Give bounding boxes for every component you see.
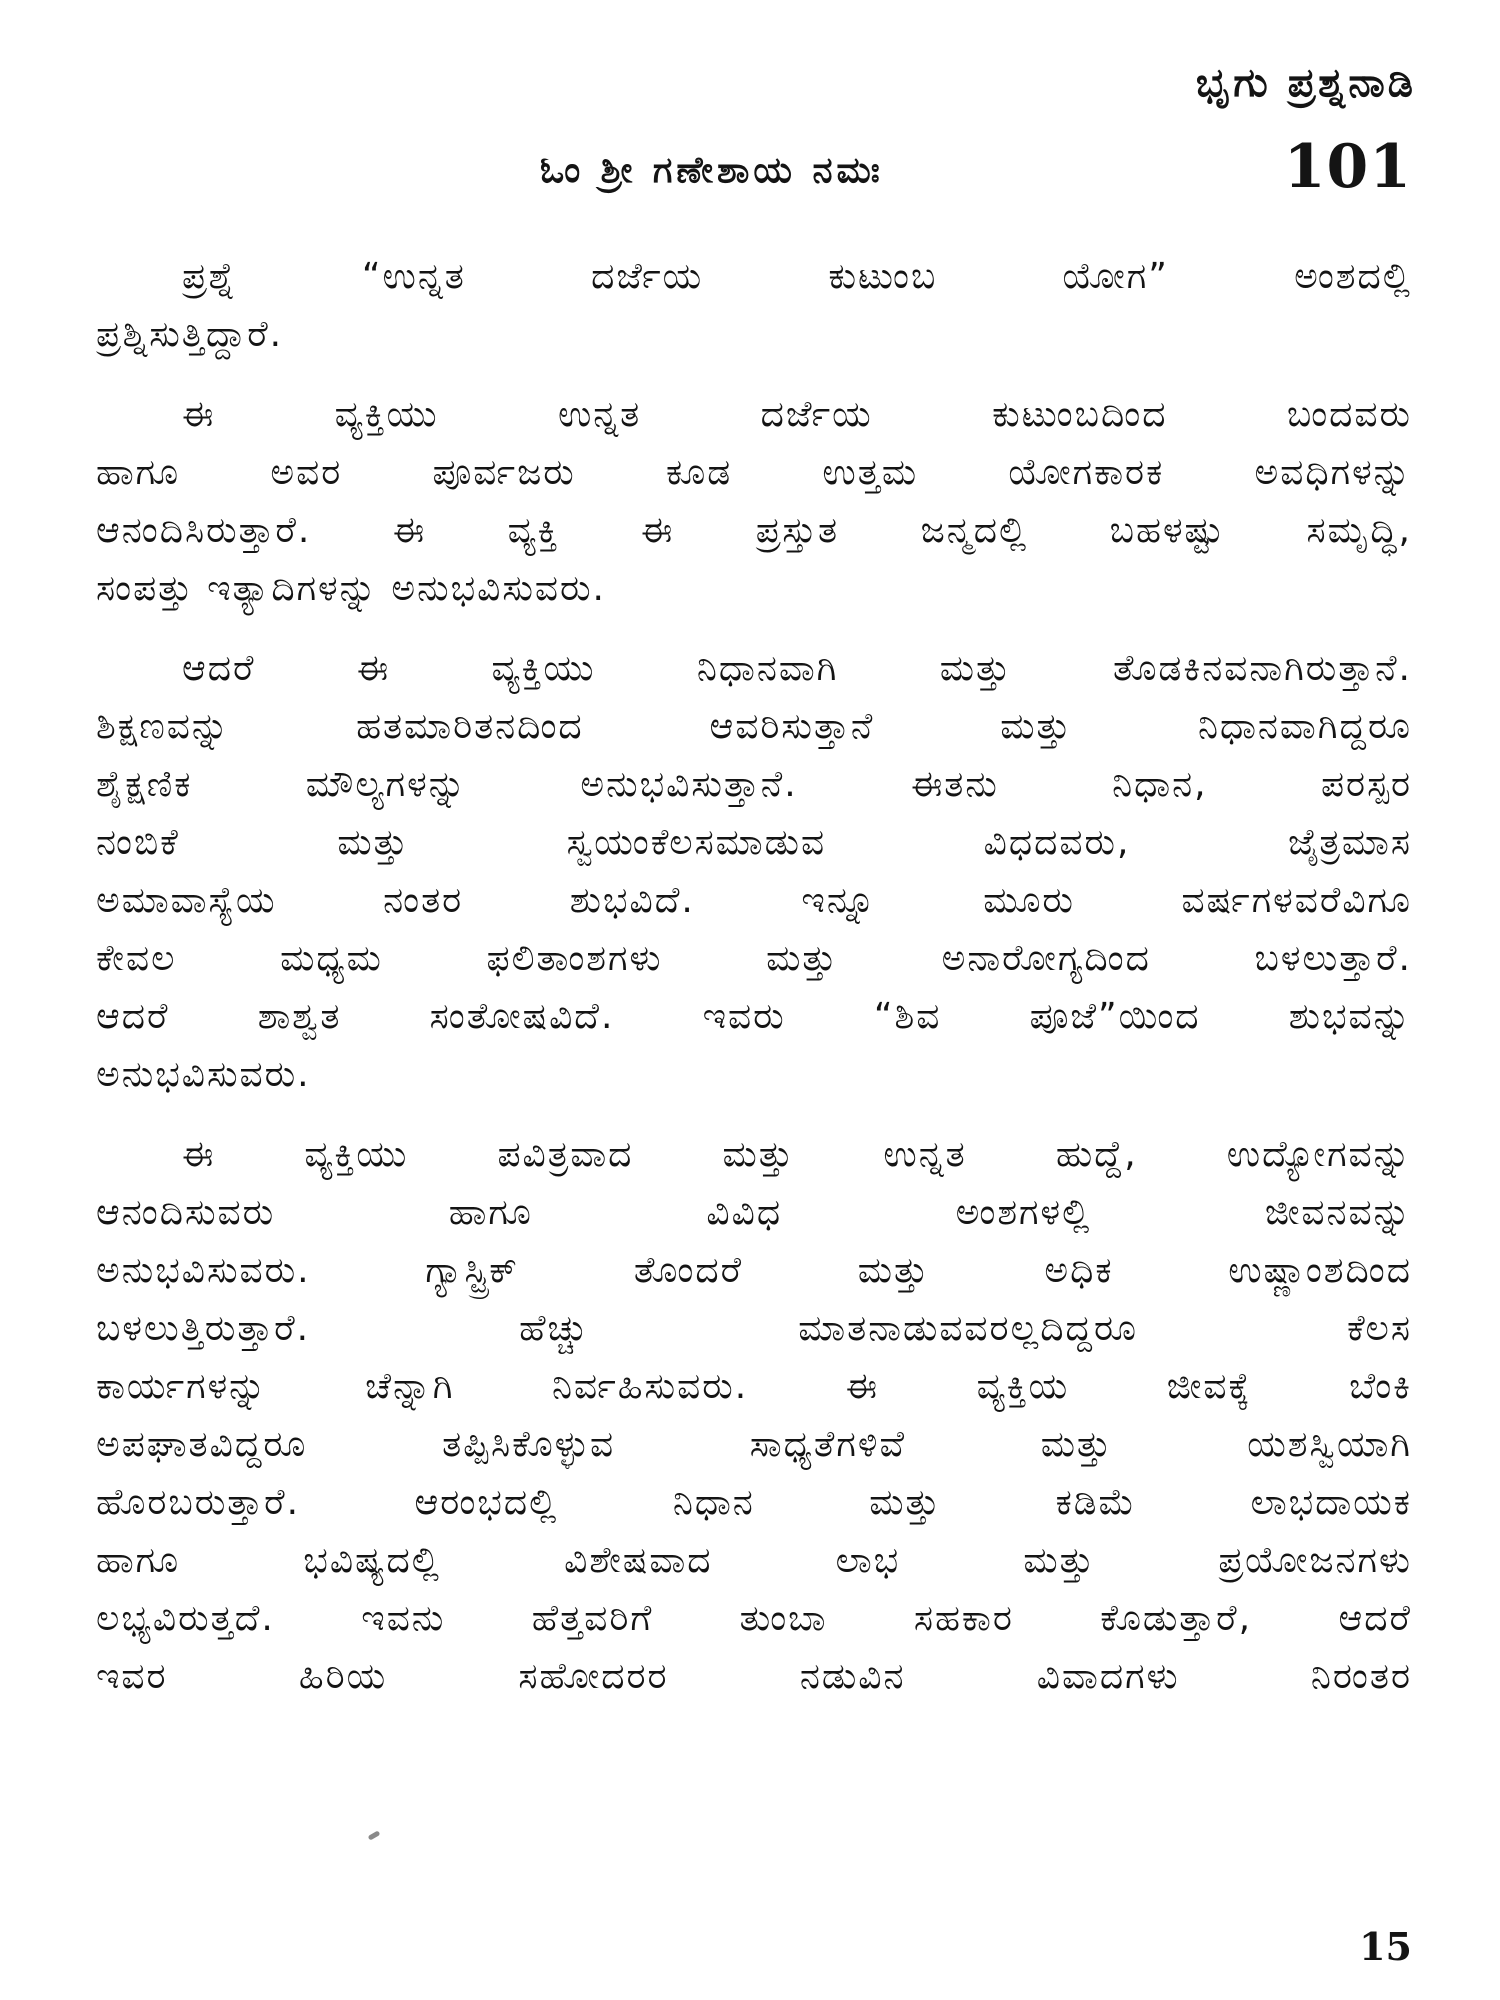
text-line: ಪ್ರಶ್ನಿಸುತ್ತಿದ್ದಾರೆ. [96, 314, 284, 355]
text-line: ಈ ವ್ಯಕ್ತಿಯು ಉನ್ನತ ದರ್ಜೆಯ ಕುಟುಂಬದಿಂದ ಬಂದವರು [182, 394, 1412, 435]
text-line: ಲಭ್ಯವಿರುತ್ತದೆ. ಇವನು ಹೆತ್ತವರಿಗೆ ತುಂಬಾ ಸಹಕಾರ ಕೊಡುತ್ತಾರೆ, ಆದರೆ [96, 1598, 1412, 1639]
text-line: ಆದರೆ ಶಾಶ್ವತ ಸಂತೋಷವಿದೆ. ಇವರು “ಶಿವ ಪೂಜೆ”ಯಿಂದ ಶುಭವನ್ನು [96, 996, 1412, 1037]
text-line: ಹಾಗೂ ಭವಿಷ್ಯದಲ್ಲಿ ವಿಶೇಷವಾದ ಲಾಭ ಮತ್ತು ಪ್ರಯೋಜನಗಳು [96, 1540, 1412, 1581]
text-line: ಶಿಕ್ಷಣವನ್ನು ಹತಮಾರಿತನದಿಂದ ಆವರಿಸುತ್ತಾನೆ ಮತ್ತು ನಿಧಾನವಾಗಿದ್ದರೂ [96, 706, 1412, 747]
text-line: ನಂಬಿಕೆ ಮತ್ತು ಸ್ವಯಂಕೆಲಸಮಾಡುವ ವಿಧದವರು, ಜೈತ್ರಮಾಸ [96, 822, 1412, 863]
text-line: ಕೇವಲ ಮಧ್ಯಮ ಫಲಿತಾಂಶಗಳು ಮತ್ತು ಅನಾರೋಗ್ಯದಿಂದ ಬಳಲುತ್ತಾರೆ. [96, 938, 1412, 979]
paragraph [96, 1126, 1412, 1706]
text-line: ಪ್ರಶ್ನೆ “ಉನ್ನತ ದರ್ಜೆಯ ಕುಟುಂಬ ಯೋಗ” ಅಂಶದಲ್ಲಿ [182, 256, 1412, 297]
body-text [96, 248, 1412, 1728]
text-line: ಅನುಭವಿಸುವರು. ಗ್ಯಾಸ್ಟ್ರಿಕ್ ತೊಂದರೆ ಮತ್ತು ಅಧಿಕ ಉಷ್ಣಾಂಶದಿಂದ [96, 1250, 1412, 1291]
text-line: ಆದರೆ ಈ ವ್ಯಕ್ತಿಯು ನಿಧಾನವಾಗಿ ಮತ್ತು ತೊಡಕಿನವನಾಗಿರುತ್ತಾನೆ. [182, 648, 1412, 689]
paragraph [96, 248, 1412, 364]
page-number: 15 [1359, 1924, 1412, 1969]
text-line: ಕಾರ್ಯಗಳನ್ನು ಚೆನ್ನಾಗಿ ನಿರ್ವಹಿಸುವರು. ಈ ವ್ಯಕ್ತಿಯ ಜೀವಕ್ಕೆ ಬೆಂಕಿ [96, 1366, 1412, 1407]
text-line: ಆನಂದಿಸಿರುತ್ತಾರೆ. ಈ ವ್ಯಕ್ತಿ ಈ ಪ್ರಸ್ತುತ ಜನ್ಮದಲ್ಲಿ ಬಹಳಷ್ಟು ಸಮೃದ್ಧಿ, [96, 510, 1412, 551]
section-number: 101 [1283, 132, 1412, 202]
text-line: ಅಮಾವಾಸ್ಯೆಯ ನಂತರ ಶುಭವಿದೆ. ಇನ್ನೂ ಮೂರು ವರ್ಷಗಳವರೆವಿಗೂ [96, 880, 1412, 921]
text-line: ಬಳಲುತ್ತಿರುತ್ತಾರೆ. ಹೆಚ್ಚು ಮಾತನಾಡುವವರಲ್ಲದಿದ್ದರೂ ಕೆಲಸ [96, 1308, 1412, 1349]
paragraph [96, 386, 1412, 618]
text-line: ಹೊರಬರುತ್ತಾರೆ. ಆರಂಭದಲ್ಲಿ ನಿಧಾನ ಮತ್ತು ಕಡಿಮೆ ಲಾಭದಾಯಕ [96, 1482, 1412, 1523]
text-line: ಸಂಪತ್ತು ಇತ್ಯಾದಿಗಳನ್ನು ಅನುಭವಿಸುವರು. [96, 568, 606, 609]
text-line: ಹಾಗೂ ಅವರ ಪೂರ್ವಜರು ಕೂಡ ಉತ್ತಮ ಯೋಗಕಾರಕ ಅವಧಿಗಳನ್ನು [96, 452, 1412, 493]
book-title: ಭೃಗು ಪ್ರಶ್ನನಾಡಿ [1195, 60, 1416, 106]
text-line: ಶೈಕ್ಷಣಿಕ ಮೌಲ್ಯಗಳನ್ನು ಅನುಭವಿಸುತ್ತಾನೆ. ಈತನು ನಿಧಾನ, ಪರಸ್ಪರ [96, 764, 1412, 805]
text-line: ಆನಂದಿಸುವರು ಹಾಗೂ ವಿವಿಧ ಅಂಶಗಳಲ್ಲಿ ಜೀವನವನ್ನು [96, 1192, 1412, 1233]
scan-speck [368, 1830, 381, 1840]
text-line: ಇವರ ಹಿರಿಯ ಸಹೋದರರ ನಡುವಿನ ವಿವಾದಗಳು ನಿರಂತರ [96, 1656, 1412, 1697]
text-line: ಅನುಭವಿಸುವರು. [96, 1054, 311, 1095]
text-line: ಅಪಘಾತವಿದ್ದರೂ ತಪ್ಪಿಸಿಕೊಳ್ಳುವ ಸಾಧ್ಯತೆಗಳಿವೆ ಮತ್ತು ಯಶಸ್ವಿಯಾಗಿ [96, 1424, 1412, 1465]
text-line: ಈ ವ್ಯಕ್ತಿಯು ಪವಿತ್ರವಾದ ಮತ್ತು ಉನ್ನತ ಹುದ್ದೆ, ಉದ್ಯೋಗವನ್ನು [182, 1134, 1412, 1175]
paragraph [96, 640, 1412, 1104]
invocation-heading: ಓಂ ಶ್ರೀ ಗಣೇಶಾಯ ನಮಃ [540, 150, 884, 191]
